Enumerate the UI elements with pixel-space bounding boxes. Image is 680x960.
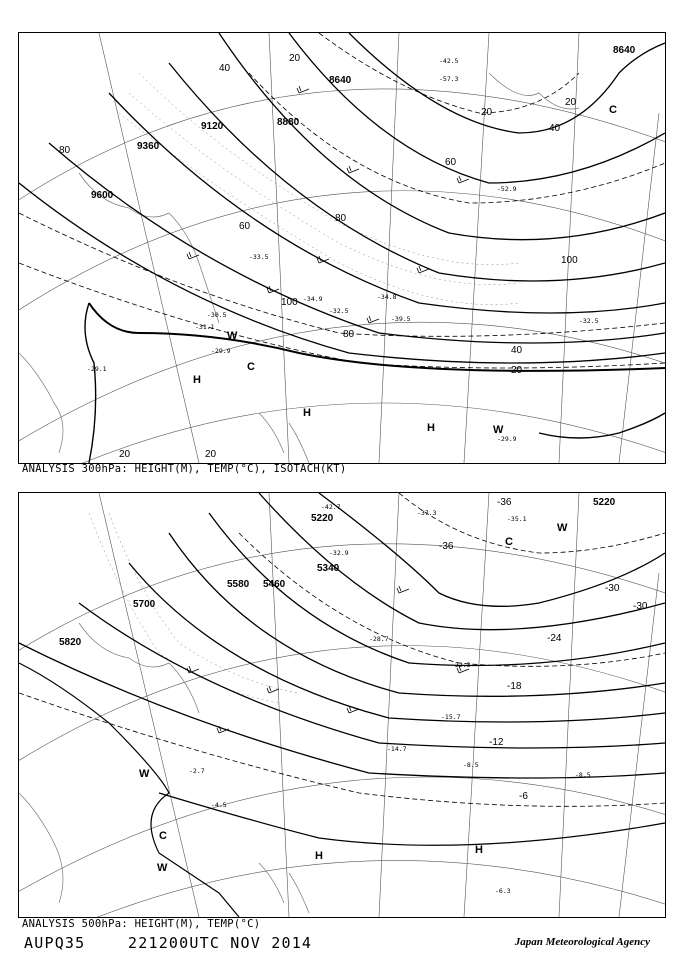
temp-value: -2.7: [189, 767, 205, 775]
high-center: H: [475, 844, 483, 856]
temp-value: -32.9: [329, 549, 349, 557]
temp-value: -32.5: [579, 317, 599, 325]
temp-value: -8.5: [463, 761, 479, 769]
height-label: 8880: [277, 117, 300, 128]
height-label: 5580: [227, 579, 250, 590]
temp-contour-label: -18: [507, 681, 522, 692]
chart-product-code: AUPQ35: [24, 934, 86, 952]
temp-contour-label: -24: [547, 633, 562, 644]
height-label: 5460: [263, 579, 286, 590]
temp-contour-label: -36: [497, 497, 512, 508]
center-label-group: [139, 522, 568, 874]
height-label: 5220: [593, 497, 616, 508]
temp-value: -39.5: [391, 315, 411, 323]
temp-value: -6.3: [495, 887, 511, 895]
warm-center: W: [227, 330, 238, 342]
temp-value: -37.3: [417, 509, 437, 517]
temp-value: -35.1: [507, 515, 527, 523]
cold-center: C: [247, 361, 255, 373]
height-label-group: [59, 497, 616, 648]
temp-contours-500: [19, 493, 665, 806]
temp-value: -22.3: [451, 661, 471, 669]
isotach-label-group: [59, 53, 578, 460]
cold-center: C: [159, 830, 167, 842]
height-label: 9360: [137, 141, 160, 152]
warm-center: W: [493, 424, 504, 436]
isotach-20-east: [539, 413, 665, 438]
high-center: H: [193, 374, 201, 386]
height-label: 5700: [133, 599, 156, 610]
isotach-label: 60: [445, 157, 457, 168]
temp-value: -4.5: [211, 801, 227, 809]
temp-value: -14.7: [387, 745, 407, 753]
outer-contour: [159, 793, 665, 845]
temp-contour-label: -30: [605, 583, 620, 594]
temp-value: -29.9: [211, 347, 231, 355]
warm-center: W: [157, 862, 168, 874]
temp-value: -15.7: [441, 713, 461, 721]
temp-value: -33.5: [249, 253, 269, 261]
center-label-group: [193, 104, 617, 436]
height-label: 5820: [59, 637, 82, 648]
isotach-label: 40: [219, 63, 231, 74]
wind-barbs: [187, 86, 469, 323]
wind-barbs: [187, 586, 469, 733]
isotach-label: 20: [205, 449, 217, 460]
high-center: H: [315, 850, 323, 862]
height-label: 9600: [91, 190, 114, 201]
isotach-label: 20: [289, 53, 301, 64]
height-label: 5220: [311, 513, 334, 524]
temp-value: -29.9: [497, 435, 517, 443]
warm-center: W: [139, 768, 150, 780]
temp-contour-label: -30: [633, 601, 648, 612]
high-center: H: [303, 407, 311, 419]
chart-valid-time: 221200UTC NOV 2014: [128, 934, 313, 952]
temp-contour-label: -36: [439, 541, 454, 552]
chart-300hpa: [18, 32, 666, 464]
temp-value: -42.5: [439, 57, 459, 65]
warm-center: W: [557, 522, 568, 534]
isotach-label: 100: [561, 255, 578, 266]
temp-value: -42.7: [321, 503, 341, 511]
isotach-label: 60: [239, 221, 251, 232]
temp-contour-label: -6: [519, 791, 528, 802]
isotach-label: 20: [565, 97, 577, 108]
boundary-contour: [19, 663, 239, 917]
isotach-label: 20: [511, 365, 523, 376]
chart-500hpa: [18, 492, 666, 918]
isotach-label: 40: [511, 345, 523, 356]
map-300hpa: [19, 33, 665, 463]
temp-value: -34.8: [377, 293, 397, 301]
cold-center: C: [609, 104, 617, 116]
agency-name: Japan Meteorological Agency: [514, 936, 650, 948]
isotach-label: 80: [343, 329, 355, 340]
high-center: H: [427, 422, 435, 434]
temp-value: -30.5: [207, 311, 227, 319]
temp-value: -52.9: [497, 185, 517, 193]
hatch-area: [119, 73, 519, 305]
cold-center: C: [505, 536, 513, 548]
height-label: 5340: [317, 563, 340, 574]
hatch-area: [89, 513, 299, 703]
isotach-label: 20: [119, 449, 131, 460]
isotach-label: 100: [281, 297, 298, 308]
temp-value: -32.5: [329, 307, 349, 315]
chart-caption-500hpa: ANALYSIS 500hPa: HEIGHT(M), TEMP(°C): [22, 918, 261, 930]
temp-contour-label-group: [439, 497, 648, 802]
height-contours-500: [19, 493, 665, 778]
temp-value: -57.3: [439, 75, 459, 83]
height-label: 9120: [201, 121, 224, 132]
chart-caption-300hpa: ANALYSIS 300hPa: HEIGHT(M), TEMP(°C), ISOTACH(KT): [22, 463, 347, 475]
isotach-label: 80: [59, 145, 71, 156]
isotach-label: 40: [549, 123, 561, 134]
isotach-label: 20: [481, 107, 493, 118]
temp-sample-group: [87, 57, 599, 443]
temp-value: -8.5: [575, 771, 591, 779]
map-500hpa: [19, 493, 665, 917]
temp-value: -29.1: [87, 365, 107, 373]
height-label: 8640: [329, 75, 352, 86]
isotach-label: 80: [335, 213, 347, 224]
temp-value: -31.1: [195, 323, 215, 331]
jet-boundary: [85, 303, 96, 463]
height-label: 8640: [613, 45, 636, 56]
temp-contour-label: -12: [489, 737, 504, 748]
temp-value: -28.7: [369, 635, 389, 643]
temp-value: -34.9: [303, 295, 323, 303]
